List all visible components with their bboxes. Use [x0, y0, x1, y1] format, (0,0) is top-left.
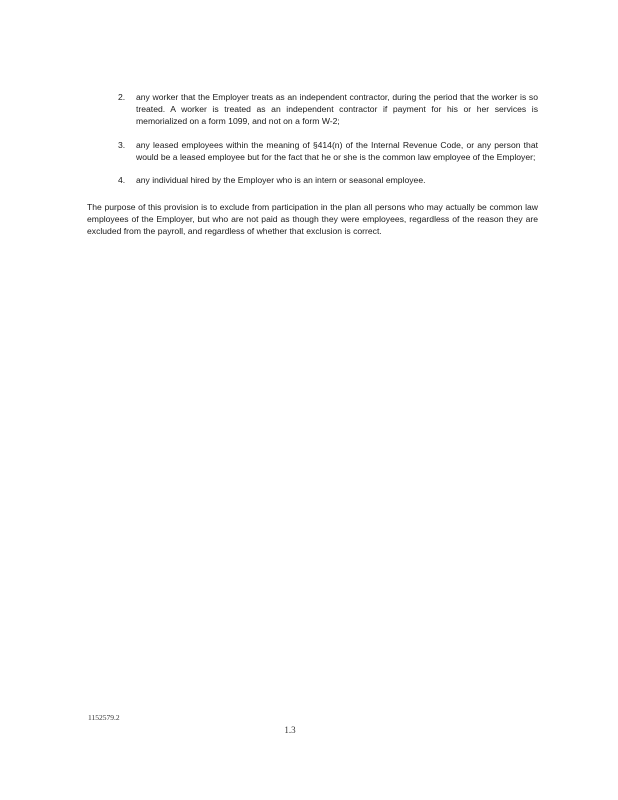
- purpose-paragraph: The purpose of this provision is to exclude from participation in the plan all persons who may actually be common law employees of the Employer, but who are not paid as though they were employees, regardless of the reason they are excluded from the payroll, and regardless of whether that exclusion is correct.: [87, 202, 538, 237]
- list-item: [118, 174, 538, 186]
- list-item-text: any worker that the Employer treats as an independent contractor, during the period that the worker is so treated. A worker is treated as an independent contractor if payment for his or her services is memorialized on a form 1099, and not on a form W-2;: [136, 92, 538, 127]
- list-item: [118, 91, 538, 128]
- list-item-text: any leased employees within the meaning of §414(n) of the Internal Revenue Code, or any person that would be a leased employee but for the fact that he or she is the common law employee of the Employer;: [136, 139, 538, 162]
- list-item-text: any individual hired by the Employer who is an intern or seasonal employee.: [136, 175, 426, 186]
- list-item-number: 4.: [118, 175, 126, 186]
- exclusion-list: [118, 91, 538, 197]
- document-id: 1152579.2: [88, 713, 120, 722]
- list-item-number: 3.: [118, 139, 126, 150]
- list-item: [118, 139, 538, 163]
- page-number: 1.3: [284, 725, 296, 735]
- list-item-number: 2.: [118, 92, 126, 102]
